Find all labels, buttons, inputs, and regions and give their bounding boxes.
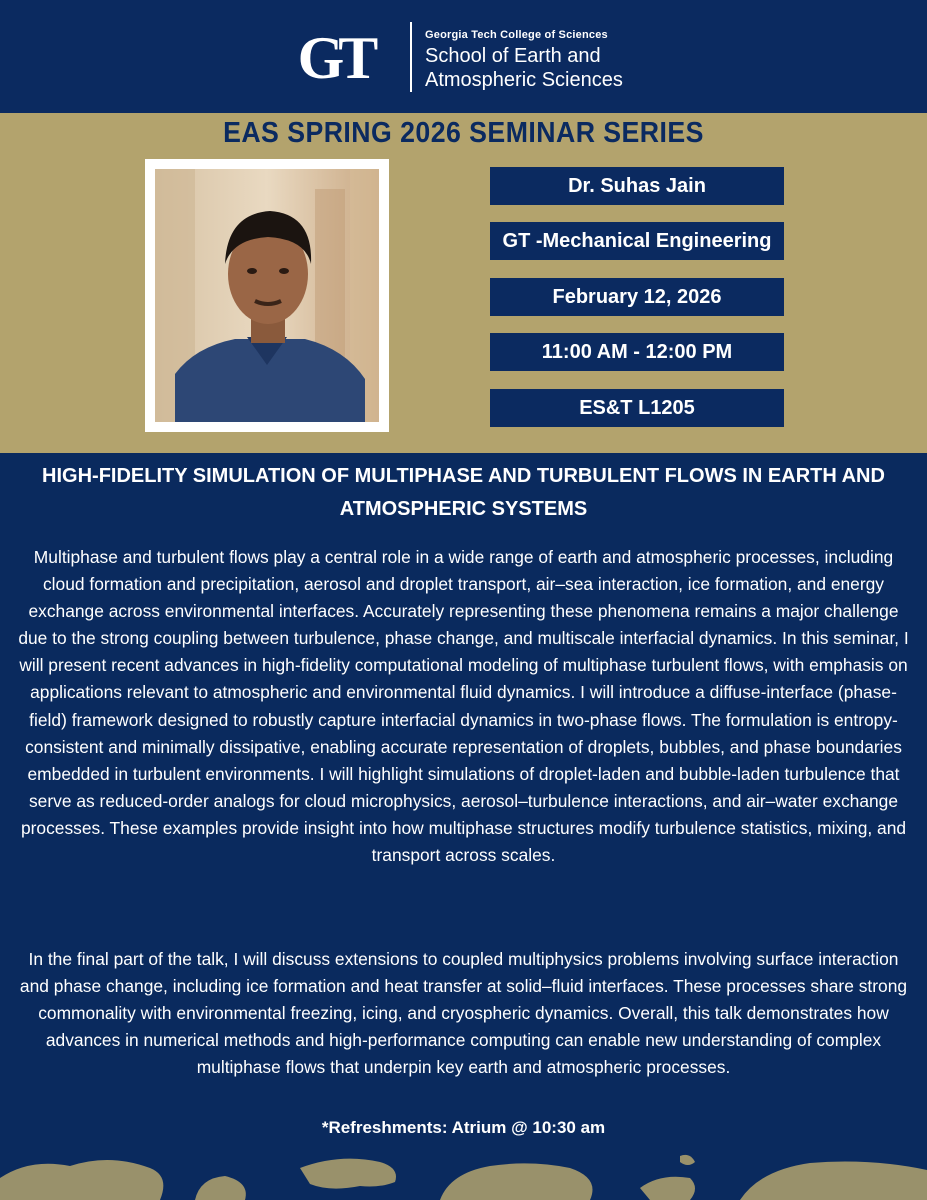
world-map-decoration xyxy=(0,1148,927,1200)
header-banner xyxy=(0,0,927,113)
abstract-paragraph-2: In the final part of the talk, I will discuss extensions to coupled multiphysics problems involving surface interaction and phase change, including ice formation and heat transfer at solid–fluid interfaces. These processes share strong commonality with environmental freezing, icing, and cryospheric dynamics. Overall, this talk demonstrates how advances in numerical methods and high-performance computing can enable new understanding of complex multiphase flows that underpin key earth and atmospheric processes. xyxy=(19,949,908,1078)
gt-logo xyxy=(285,26,385,88)
seminar-time: 11:00 AM - 12:00 PM xyxy=(490,333,784,371)
speaker-photo-frame xyxy=(145,159,389,432)
speaker-affiliation: GT -Mechanical Engineering xyxy=(490,222,784,260)
series-title: EAS SPRING 2026 SEMINAR SERIES xyxy=(223,117,704,149)
header-divider xyxy=(410,22,412,92)
college-name: Georgia Tech College of Sciences xyxy=(425,29,608,41)
school-name-line2: Atmospheric Sciences xyxy=(425,69,623,91)
refreshments-note: *Refreshments: Atrium @ 10:30 am xyxy=(321,1118,606,1137)
abstract-paragraph-1: Multiphase and turbulent flows play a central role in a wide range of earth and atmospheric processes, including cloud formation and precipitation, aerosol and droplet transport, air–sea interaction, ice formation, and energy exchange across environmental interfaces. Accurately representing these phenomena remains a major challenge due to the strong coupling between turbulence, phase change, and multiscale interfacial dynamics. In this seminar, I will present recent advances in high-fidelity computational modeling of multiphase turbulent flows, with emphasis on applications relevant to atmospheric and environmental fluid dynamics. I will introduce a diffuse-interface (phase-field) framework designed to robustly capture interfacial dynamics in two-phase flows. The formulation is entropy-consistent and minimally dissipative, enabling accurate representation of droplets, bubbles, and phase boundaries embedded in turbulent environments. I will highlight simulations of droplet-laden and bubble-laden turbulence that serve as reduced-order analogs for cloud microphysics, aerosol–turbulence interactions, and air–water exchange processes. These examples provide insight into how multiphase structures modify turbulence statistics, mixing, and transport across scales. xyxy=(18,547,909,866)
speaker-name: Dr. Suhas Jain xyxy=(490,167,784,205)
school-name-line1: School of Earth and xyxy=(425,45,601,67)
seminar-info-band xyxy=(0,113,927,453)
school-name xyxy=(425,44,623,92)
svg-text:GT: GT xyxy=(297,26,373,88)
talk-title: HIGH-FIDELITY SIMULATION OF MULTIPHASE AND TURBULENT FLOWS IN EARTH AND ATMOSPHERIC SYSTEMS xyxy=(42,465,885,520)
speaker-photo xyxy=(155,169,379,422)
seminar-location: ES&T L1205 xyxy=(490,389,784,427)
seminar-date: February 12, 2026 xyxy=(490,278,784,316)
